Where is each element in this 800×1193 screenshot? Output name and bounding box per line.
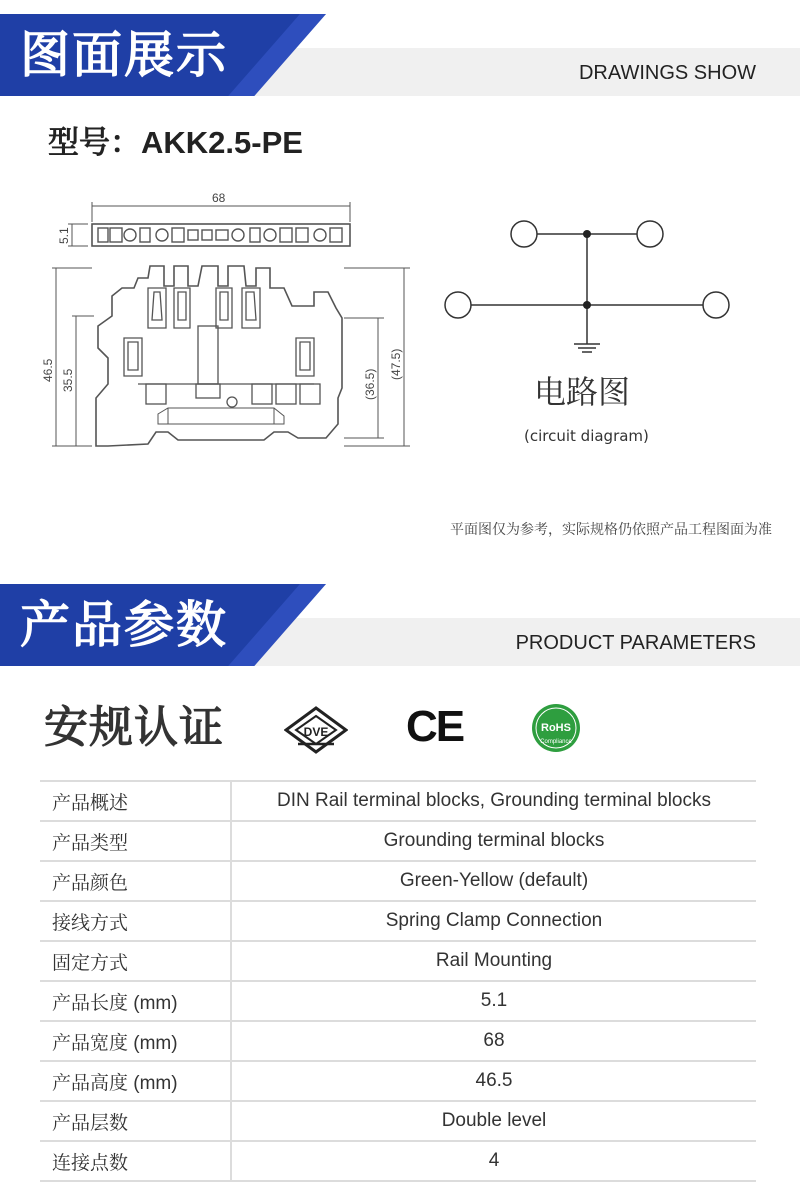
dim-height-right-inner: (36.5) [363,368,377,400]
rohs-icon [530,702,582,754]
table-row [40,981,756,1021]
model-label: 型号：AKK2.5-PE [48,125,303,160]
dim-thickness: 5.1 [57,227,71,244]
param-key: 产品层数 [40,1101,231,1141]
table-row [40,1141,756,1181]
param-value: Rail Mounting [231,941,756,981]
param-value: Grounding terminal blocks [231,821,756,861]
param-value: Green-Yellow (default) [231,861,756,901]
param-key: 产品类型 [40,821,231,861]
certification-title: 安规认证 [44,702,224,753]
param-value: DIN Rail terminal blocks, Grounding terminal blocks [231,781,756,821]
parameters-table [40,780,756,1182]
circuit-title-cn: 电路图 [534,373,631,411]
param-value: Double level [231,1101,756,1141]
drawings-title-cn: 图面展示 [20,26,228,84]
table-row [40,1101,756,1141]
drawing-disclaimer: 平面图仅为参考，实际规格仍依照产品工程图面为准 [450,522,772,538]
drawings-banner [0,14,800,96]
params-title-en: PRODUCT PARAMETERS [515,632,756,654]
param-key: 产品概述 [40,781,231,821]
rohs-mark-subtext: Compliance [540,739,572,745]
param-value: Spring Clamp Connection [231,901,756,941]
dim-height-outer: 46.5 [41,358,55,382]
circuit-diagram [440,206,740,356]
param-key: 连接点数 [40,1141,231,1181]
vde-icon [284,706,348,754]
param-key: 产品长度 (mm) [40,981,231,1021]
rohs-mark-text: RoHS [541,722,571,734]
table-row [40,781,756,821]
params-title-cn: 产品参数 [20,596,228,654]
param-value: 4 [231,1141,756,1181]
param-value: 5.1 [231,981,756,1021]
drawings-title-en: DRAWINGS SHOW [578,62,756,84]
table-row [40,1061,756,1101]
dim-height-right-outer: (47.5) [389,348,403,380]
ce-icon: CE [406,702,464,751]
table-row [40,821,756,861]
table-row [40,941,756,981]
technical-drawing [38,188,418,458]
params-banner [0,584,800,666]
table-row [40,1021,756,1061]
dim-height-inner: 35.5 [61,368,75,392]
param-key: 产品宽度 (mm) [40,1021,231,1061]
table-row [40,861,756,901]
param-key: 接线方式 [40,901,231,941]
param-key: 产品高度 (mm) [40,1061,231,1101]
param-value: 68 [231,1021,756,1061]
table-row [40,901,756,941]
vde-mark-text: DVE [303,725,329,739]
circuit-title-en: (circuit diagram) [524,427,649,445]
param-value: 46.5 [231,1061,756,1101]
dim-width-top: 68 [212,191,226,205]
param-key: 产品颜色 [40,861,231,901]
param-key: 固定方式 [40,941,231,981]
